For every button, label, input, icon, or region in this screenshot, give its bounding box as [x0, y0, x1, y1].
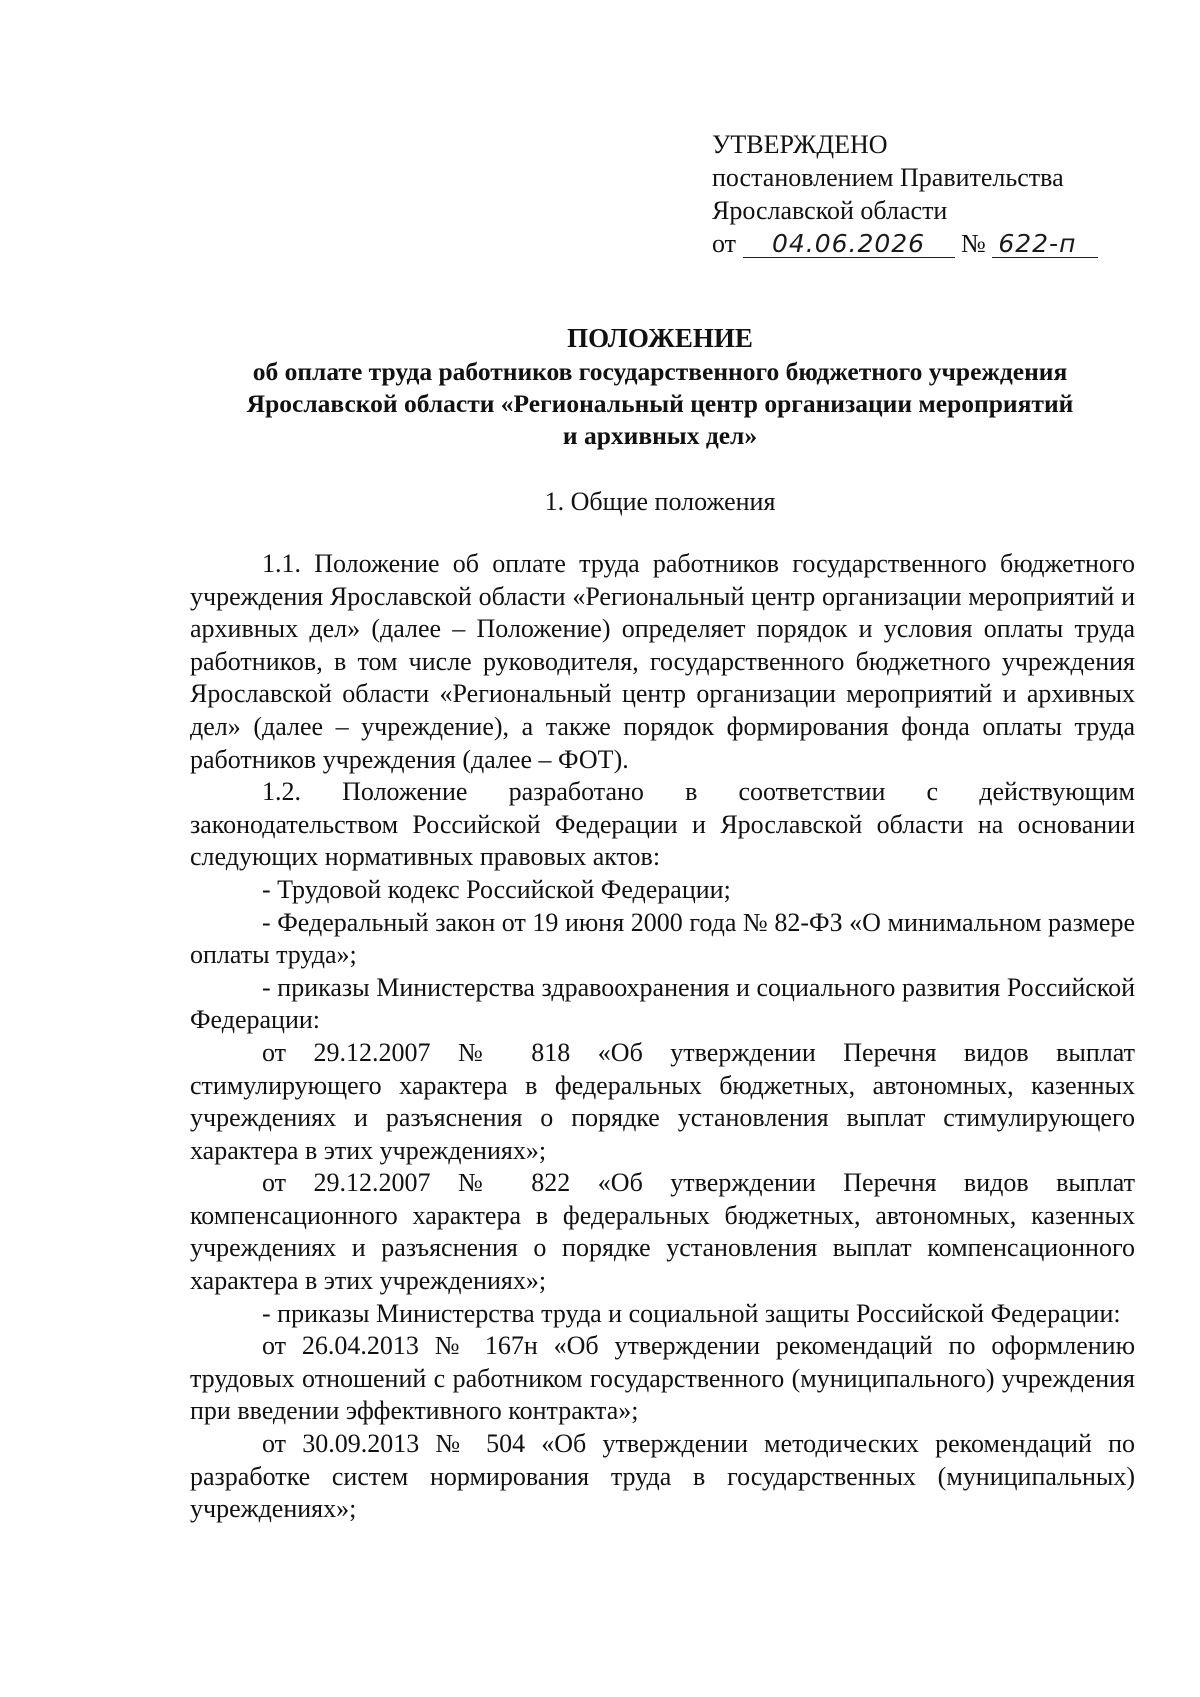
document-title: [190, 322, 1130, 452]
section-heading: 1. Общие положения: [544, 487, 776, 516]
paragraph-1-1: 1.1. Положение об оплате труда работников государственного бюджетного учреждения Ярославской области «Региональный центр организации мероприятий и архивных дел» (далее – Положение) определяет порядок и условия оплаты труда работников, в том числе руководителя, государственного бюджетного учреждения Ярославской области «Региональный центр организации мероприятий и архивных дел» (далее – учреждение), а также порядок формирования фонда оплаты труда работников учреждения (далее – ФОТ).: [190, 549, 1135, 774]
paragraph-1-2: 1.2. Положение разработано в соответствии с действующим законодательством Российской Федерации и Ярославской области на основании следующих нормативных правовых актов:: [190, 777, 1135, 872]
list-item-health-ministry-orders: - приказы Министерства здравоохранения и социального развития Российской Федерации:: [190, 972, 1135, 1035]
number-label: №: [961, 229, 986, 258]
list-item-order-822: от 29.12.2007 № 822 «Об утверждении Перечня видов выплат компенсационного характера в федеральных бюджетных, автономных, казенных учреждениях и разъяснения о порядке установления выплат компенсационного характера в этих учреждениях»;: [190, 1168, 1135, 1296]
title-line-1: об оплате труда работников государственного бюджетного учреждения: [252, 357, 1068, 386]
document-body: [190, 548, 1135, 1526]
list-item-order-504: от 30.09.2013 № 504 «Об утверждении методических рекомендаций по разработке систем нормирования труда в государственных (муниципальных) учреждениях»;: [190, 1429, 1135, 1524]
title-line-3: и архивных дел»: [562, 421, 758, 450]
list-item-order-167n: от 26.04.2013 № 167н «Об утверждении рекомендаций по оформлению трудовых отношений с работником государственного (муниципального) учреждения при введении эффективного контракта»;: [190, 1331, 1135, 1426]
list-item-labor-ministry-orders: - приказы Министерства труда и социальной защиты Российской Федерации:: [262, 1298, 1121, 1328]
title-line-2: Ярославской области «Региональный центр организации мероприятий: [246, 389, 1074, 418]
approval-date-number-line: [712, 227, 1098, 260]
approval-by-resolution: постановлением Правительства: [712, 163, 1064, 192]
title-main: ПОЛОЖЕНИЕ: [567, 323, 753, 353]
list-item-order-818: от 29.12.2007 № 818 «Об утверждении Перечня видов выплат стимулирующего характера в федеральных бюджетных, автономных, казенных учреждениях и разъяснения о порядке установления выплат стимулирующего характера в этих учреждениях»;: [190, 1037, 1135, 1165]
approval-heading: УТВЕРЖДЕНО: [712, 130, 888, 159]
list-item-labor-code: - Трудовой кодекс Российской Федерации;: [262, 874, 731, 904]
list-item-federal-law: - Федеральный закон от 19 июня 2000 года № 82-ФЗ «О минимальном размере оплаты труда»;: [190, 907, 1135, 970]
approval-region: Ярославской области: [712, 196, 948, 225]
handwritten-date: 04.06.2026: [743, 231, 955, 258]
handwritten-number: 622-п: [992, 231, 1098, 258]
from-label: от: [712, 229, 737, 258]
approval-stamp: [712, 128, 1098, 260]
